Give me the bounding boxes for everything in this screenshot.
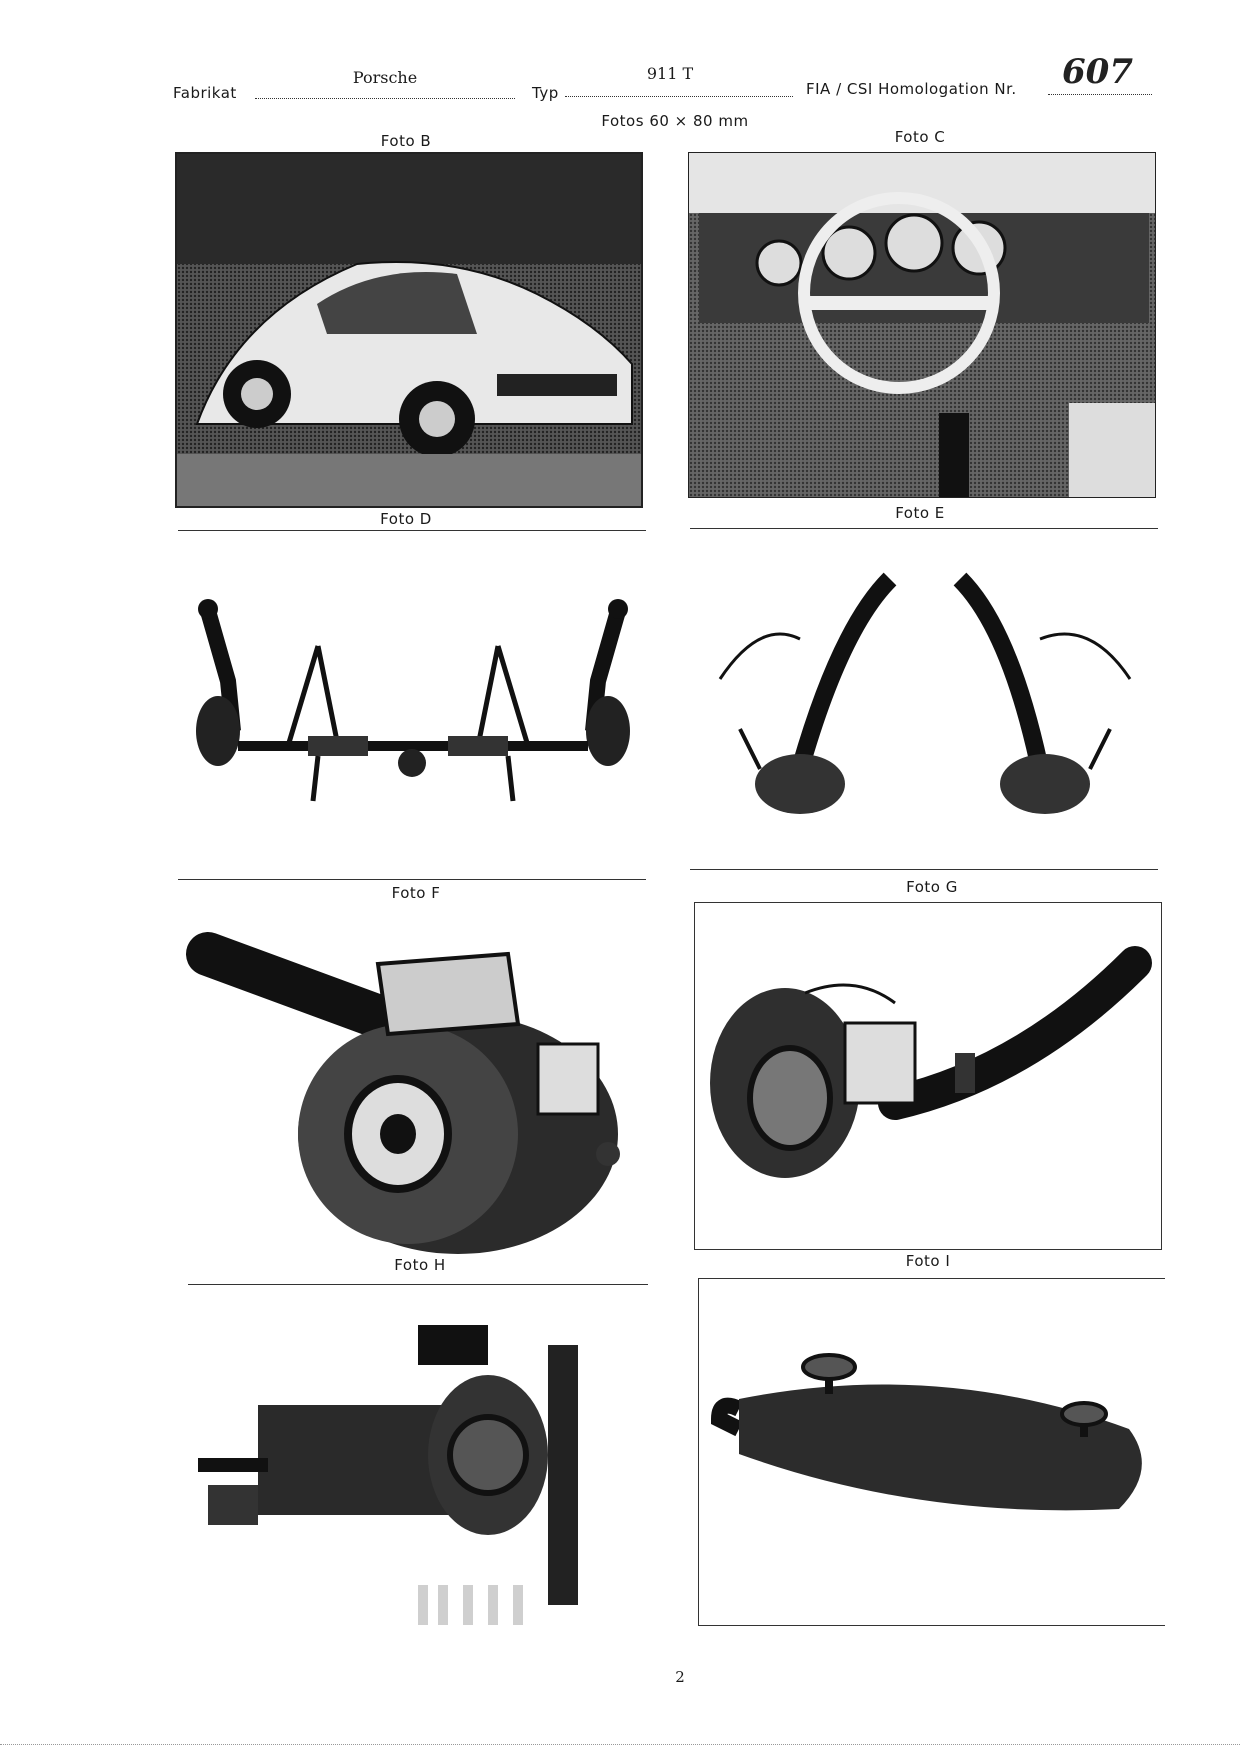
foto-c-dashboard	[688, 152, 1156, 498]
foto-i-muffler	[698, 1278, 1165, 1626]
homologation-number: 607	[1062, 52, 1133, 92]
homologation-dotted-line	[1048, 94, 1152, 95]
foto-e-control-arms	[690, 528, 1158, 870]
foto-c-caption: Foto C	[894, 128, 946, 146]
photo-size-subtitle: Fotos 60 × 80 mm	[601, 112, 749, 130]
foto-e-caption: Foto E	[895, 504, 945, 522]
bottom-edge-line	[0, 1744, 1240, 1745]
homologation-label: FIA / CSI Homologation Nr.	[806, 80, 1017, 98]
foto-h-caption: Foto H	[394, 1256, 446, 1274]
foto-g-caption: Foto G	[906, 878, 958, 896]
foto-i-caption: Foto I	[905, 1252, 951, 1270]
foto-f-caption: Foto F	[391, 884, 441, 902]
foto-h-transmission	[188, 1284, 648, 1641]
typ-dotted-line	[565, 96, 793, 97]
foto-b-caption: Foto B	[380, 132, 432, 150]
fabrikat-label: Fabrikat	[173, 84, 237, 102]
typ-value: 911 T	[646, 64, 694, 83]
foto-g-trailing-arm	[694, 902, 1162, 1250]
page-number: 2	[675, 1668, 685, 1686]
foto-d-caption: Foto D	[380, 510, 432, 528]
foto-d-front-axle	[178, 530, 646, 880]
foto-b-car-exterior	[175, 152, 643, 508]
typ-label: Typ	[532, 84, 559, 102]
fabrikat-value: Porsche	[352, 68, 418, 87]
fabrikat-dotted-line	[255, 98, 515, 99]
foto-f-rear-hub	[178, 904, 648, 1260]
